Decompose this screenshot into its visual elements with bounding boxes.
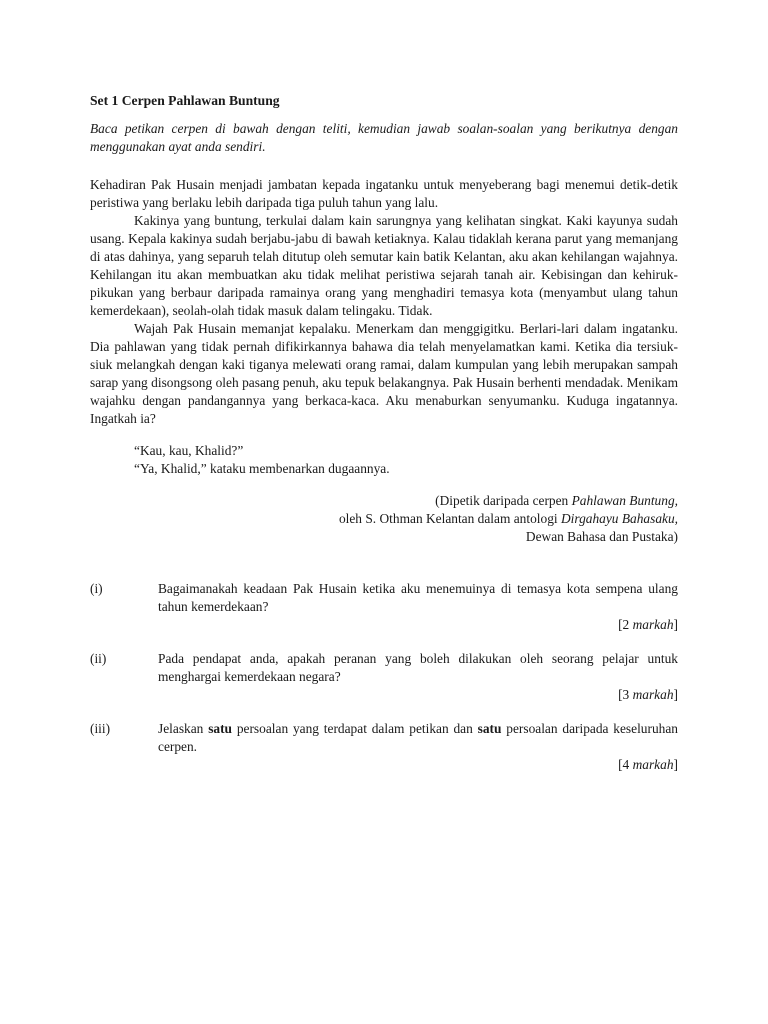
question-text: Jelaskan satu persoalan yang terdapat dalam petikan dan satu persoalan daripada keseluruhan cerpen. <box>158 721 678 754</box>
question-list <box>90 580 678 774</box>
question-number: (ii) <box>90 651 107 666</box>
question-text: Pada pendapat anda, apakah peranan yang boleh dilakukan oleh seorang pelajar untuk menghargai kemerdekaan negara? <box>158 651 678 684</box>
citation-line-3: Dewan Bahasa dan Pustaka) <box>525 529 678 544</box>
citation-story-title: Pahlawan Buntung, <box>571 493 678 508</box>
citation-prefix-2: oleh S. Othman Kelantan dalam antologi <box>338 511 561 526</box>
document-page <box>90 92 678 790</box>
question-marks: [3 markah] <box>618 687 678 702</box>
dialogue-block <box>134 442 678 478</box>
question-number: (iii) <box>90 721 111 736</box>
dialogue-line-2: “Ya, Khalid,” kataku membenarkan dugaannya. <box>134 461 390 476</box>
question-marks: [2 markah] <box>618 617 678 632</box>
citation-prefix-1: (Dipetik daripada cerpen <box>435 493 572 508</box>
citation-line-2 <box>90 510 678 528</box>
question-item <box>90 580 678 634</box>
question-text: Bagaimanakah keadaan Pak Husain ketika aku menemuinya di temasya kota sempena ulang tahun kemerdekaan? <box>158 581 678 614</box>
dialogue-line-1: “Kau, kau, Khalid?” <box>134 443 244 458</box>
instruction-text: Baca petikan cerpen di bawah dengan teliti, kemudian jawab soalan-soalan yang berikutnya dengan menggunakan ayat anda sendiri. <box>90 121 678 154</box>
story-passage <box>90 176 678 428</box>
keyword-emphasis: satu <box>208 721 233 736</box>
question-number: (i) <box>90 581 103 596</box>
citation-line-1 <box>90 492 678 510</box>
keyword-emphasis: satu <box>477 721 502 736</box>
source-citation <box>90 492 678 546</box>
passage-paragraph-3: Wajah Pak Husain memanjat kepalaku. Menerkam dan menggigitku. Berlari-lari dalam ingatanku. Dia pahlawan yang tidak pernah difikirkannya bahawa dia telah menyelamatkan kami. Ketika dia tersiuk-siuk melangkah dengan kaki tiganya melewati orang ramai, dalam kumpulan yang lebih merupakan sampah sarap yang disongsong oleh pasang penuh, aku tepuk belakangnya. Pak Husain berhenti mendadak. Menikam wajahku dengan pandangannya yang berkaca-kaca. Aku menaburkan senyumanku. Kuduga ingatannya. Ingatkah ia? <box>90 321 678 426</box>
question-marks: [4 markah] <box>618 757 678 772</box>
question-item <box>90 650 678 704</box>
citation-anthology-title: Dirgahayu Bahasaku, <box>560 511 678 526</box>
document-title: Set 1 Cerpen Pahlawan Buntung <box>90 93 280 108</box>
passage-paragraph-1: Kehadiran Pak Husain menjadi jambatan kepada ingatanku untuk menyeberang bagi menemui detik-detik peristiwa yang berlaku lebih daripada tiga puluh tahun yang lalu. <box>90 177 678 210</box>
passage-paragraph-2: Kakinya yang buntung, terkulai dalam kain sarungnya yang kelihatan singkat. Kaki kayunya sudah usang. Kepala kakinya sudah berjabu-jabu di bawah ketiaknya. Kalau tidaklah kerana parut yang memanjang di atas dahinya, yang separuh telah ditutup oleh semutar kain batik Kelantan, aku akan kehilangan wajahnya. Kehilangan itu akan membuatkan aku tidak melihat peristiwa sejarah tanah air. Kebisingan dan kehiruk-pikukan yang berbaur daripada ramainya orang yang menghadiri temasya kota (menyambut ulang tahun kemerdekaan), seolah-olah tidak masuk dalam telingaku. Tidak. <box>90 213 678 318</box>
question-item <box>90 720 678 774</box>
